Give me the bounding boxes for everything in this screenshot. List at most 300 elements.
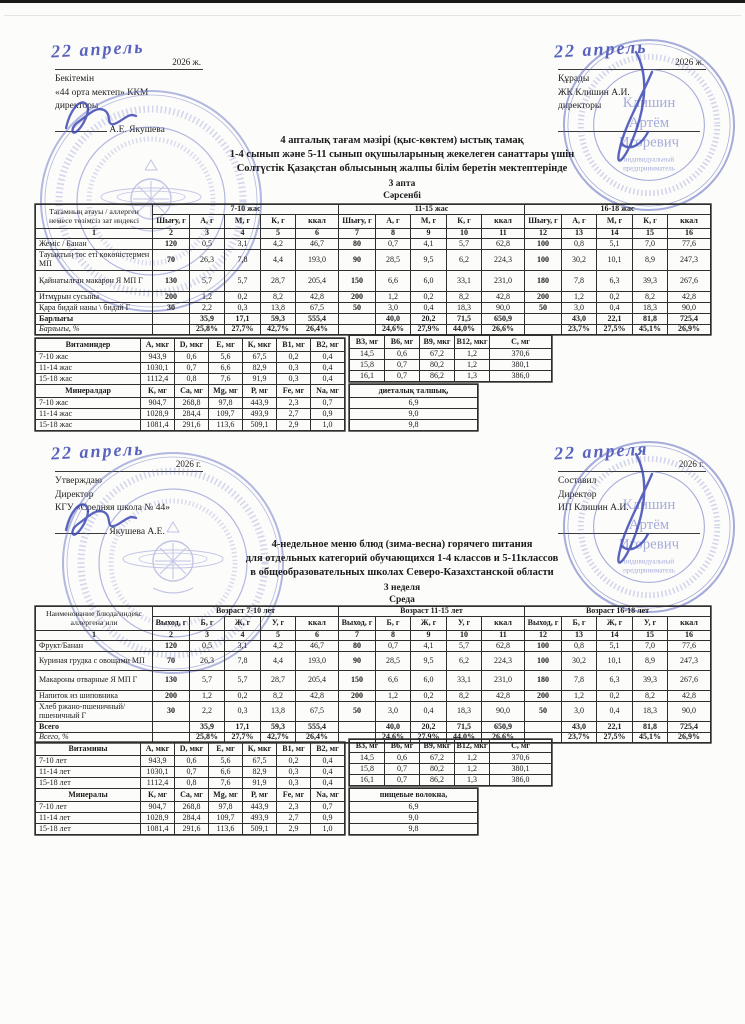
table-cell: Fe, мг xyxy=(277,789,311,802)
table-row xyxy=(36,767,345,778)
table-cell: 0,6 xyxy=(175,352,209,363)
table-cell: 200 xyxy=(525,691,562,702)
table-cell: 10 xyxy=(447,229,482,239)
table-cell: 7-10 лет xyxy=(36,756,141,767)
table-row xyxy=(36,702,711,722)
table-cell: 70 xyxy=(153,250,190,271)
date-line xyxy=(50,438,203,472)
table-cell: 1030,1 xyxy=(141,363,175,374)
organization-line: ИП Клишин А.И. xyxy=(558,503,629,513)
table-cell: 39,3 xyxy=(633,671,668,691)
table-cell: 22,1 xyxy=(597,722,633,733)
table-cell: 555,4 xyxy=(296,314,339,325)
table-cell: 0,4 xyxy=(311,767,345,778)
table-row xyxy=(350,764,552,775)
table-cell: Выход, г xyxy=(153,617,190,631)
table-cell: 7,0 xyxy=(633,641,668,652)
table-cell: 90 xyxy=(339,652,376,671)
table-cell: ккал xyxy=(668,617,711,631)
table-cell: 24,6% xyxy=(376,325,411,335)
table-cell: 11-15 жас xyxy=(339,205,525,215)
table-cell: 26,6% xyxy=(482,325,525,335)
table-cell: Тауықтың төс еті көкөністермен МП xyxy=(36,250,153,271)
table-cell: 27,7% xyxy=(225,733,261,743)
table-cell: Na, мг xyxy=(311,385,345,398)
table-row xyxy=(350,398,478,409)
table-cell: Е, мг xyxy=(209,339,243,352)
stamp-sub-line: индивидуальный xyxy=(623,558,675,566)
table-cell: 2,3 xyxy=(277,398,311,409)
table-cell: 42,8 xyxy=(668,691,711,702)
stamp-sub-line: индивидуальный xyxy=(623,156,675,164)
table-cell: 27,7% xyxy=(225,325,261,335)
table-cell: 39,3 xyxy=(633,271,668,292)
table-cell: 35,9 xyxy=(190,722,225,733)
table-cell: 30 xyxy=(153,702,190,722)
table-cell: 11 xyxy=(482,631,525,641)
table-cell: 4,4 xyxy=(261,250,296,271)
table-cell: 42,7% xyxy=(261,733,296,743)
table-cell: 44,0% xyxy=(447,325,482,335)
table-cell: 267,6 xyxy=(668,671,711,691)
table-cell: 67,5 xyxy=(296,702,339,722)
table-cell: 35,9 xyxy=(190,314,225,325)
table-cell: 50 xyxy=(339,702,376,722)
table-cell: 200 xyxy=(525,292,562,303)
table-cell: Са, мг xyxy=(175,789,209,802)
table-cell: К, мг xyxy=(141,789,175,802)
table-cell: 28,5 xyxy=(376,250,411,271)
role-line: Директор xyxy=(558,489,597,500)
table-row xyxy=(36,802,345,813)
table-cell: 0,5 xyxy=(190,239,225,250)
table-cell: 3,0 xyxy=(376,303,411,314)
table-row xyxy=(350,740,552,753)
table-cell: 10 xyxy=(447,631,482,641)
table-cell: 120 xyxy=(153,239,190,250)
table-cell: 28,7 xyxy=(261,671,296,691)
table-row xyxy=(36,271,711,292)
kk-menu-table xyxy=(35,204,711,335)
table-cell: 28,7 xyxy=(261,271,296,292)
table-cell: 10,1 xyxy=(597,250,633,271)
table-cell: 1,2 xyxy=(190,292,225,303)
table-cell: 0,7 xyxy=(376,239,411,250)
table-cell: 16 xyxy=(668,229,711,239)
table-cell: 13,8 xyxy=(261,702,296,722)
table-cell: 67,2 xyxy=(420,349,455,360)
table-cell: 23,7% xyxy=(562,325,597,335)
table-row xyxy=(350,360,552,371)
table-cell: 67,5 xyxy=(243,756,277,767)
kk-week-label: 3 апта xyxy=(388,179,416,189)
table-cell: 3,0 xyxy=(562,303,597,314)
ru-dietary-fiber-table xyxy=(349,788,478,835)
table-cell: 1 xyxy=(36,229,153,239)
table-cell: 9,0 xyxy=(350,409,478,420)
table-cell: 6,3 xyxy=(597,271,633,292)
table-cell: 6,6 xyxy=(376,671,411,691)
table-cell: 1,2 xyxy=(455,753,490,764)
table-cell: 18,3 xyxy=(633,702,668,722)
table-cell: 2,9 xyxy=(277,824,311,835)
table-cell: 1,2 xyxy=(376,691,411,702)
table-cell: А, г xyxy=(190,215,225,229)
table-cell: 0,4 xyxy=(311,778,345,789)
table-cell xyxy=(339,325,376,335)
table-cell: 5,7 xyxy=(190,671,225,691)
table-row xyxy=(350,789,478,802)
handwritten-date: 22 апрель xyxy=(50,438,145,464)
ru-vitamins-minerals-table xyxy=(35,742,345,835)
table-cell: 59,3 xyxy=(261,314,296,325)
table-cell: 1112,4 xyxy=(141,374,175,385)
table-cell: 650,9 xyxy=(482,722,525,733)
table-cell: 1,3 xyxy=(455,371,490,382)
table-cell: ккал xyxy=(296,617,339,631)
table-cell: 91,9 xyxy=(243,778,277,789)
table-cell: 1,2 xyxy=(562,292,597,303)
date-line xyxy=(50,36,203,70)
table-cell: 380,1 xyxy=(490,764,552,775)
table-cell: 1,2 xyxy=(562,691,597,702)
table-cell: 7-10 жас xyxy=(36,398,141,409)
table-cell: 113,6 xyxy=(209,824,243,835)
table-cell: 1028,9 xyxy=(141,409,175,420)
table-cell: 8,9 xyxy=(633,652,668,671)
table-cell: 5,7 xyxy=(447,641,482,652)
table-cell: В9, мкг xyxy=(420,336,455,349)
table-cell: 120 xyxy=(153,641,190,652)
table-cell: 0,6 xyxy=(175,756,209,767)
table-cell: Na, мг xyxy=(311,789,345,802)
table-cell: 247,3 xyxy=(668,250,711,271)
table-row xyxy=(36,352,345,363)
table-cell: 40,0 xyxy=(376,722,411,733)
table-cell: Mg, мг xyxy=(209,385,243,398)
table-cell: 0,9 xyxy=(311,813,345,824)
table-row xyxy=(350,371,552,382)
table-cell: Қайнатылған макарон Я МП Г xyxy=(36,271,153,292)
table-cell: 15-18 жас xyxy=(36,374,141,385)
table-row xyxy=(36,239,711,250)
signature-line xyxy=(55,522,107,534)
table-cell: 9,0 xyxy=(350,813,478,824)
table-cell: 50 xyxy=(525,702,562,722)
table-cell: Минералдар xyxy=(36,385,141,398)
table-cell: 7,6 xyxy=(209,778,243,789)
table-cell: ккал xyxy=(482,617,525,631)
table-cell: 18,3 xyxy=(447,702,482,722)
table-cell: 15 xyxy=(633,229,668,239)
table-cell: 7,0 xyxy=(633,239,668,250)
table-cell: 0,4 xyxy=(311,374,345,385)
table-cell: 77,6 xyxy=(668,239,711,250)
role-line: Директор xyxy=(55,489,94,500)
table-cell: 11-14 жас xyxy=(36,363,141,374)
table-row xyxy=(350,753,552,764)
table-cell: 0,2 xyxy=(277,756,311,767)
table-cell: 59,3 xyxy=(261,722,296,733)
table-row xyxy=(36,374,345,385)
table-cell: 17,1 xyxy=(225,314,261,325)
table-cell: А, г xyxy=(376,215,411,229)
table-row xyxy=(36,250,711,271)
table-row xyxy=(36,641,711,652)
table-cell: 67,5 xyxy=(296,303,339,314)
table-cell: 725,4 xyxy=(668,314,711,325)
table-cell: 0,3 xyxy=(277,767,311,778)
table-cell: 6,2 xyxy=(447,652,482,671)
table-cell: 9 xyxy=(411,631,447,641)
table-cell: 0,7 xyxy=(385,360,420,371)
table-cell: В2, мг xyxy=(311,339,345,352)
table-cell: 1,2 xyxy=(190,691,225,702)
table-cell: 20,2 xyxy=(411,314,447,325)
table-cell: 5,1 xyxy=(597,239,633,250)
paper-edge-shadow xyxy=(4,15,741,16)
table-cell: 13,8 xyxy=(261,303,296,314)
table-row xyxy=(36,363,345,374)
table-cell: 386,0 xyxy=(490,371,552,382)
table-row xyxy=(36,409,345,420)
table-cell: 113,6 xyxy=(209,420,243,431)
table-cell: 15,8 xyxy=(350,360,385,371)
date-line xyxy=(553,36,706,70)
table-cell: 0,7 xyxy=(175,363,209,374)
table-cell: 370,6 xyxy=(490,753,552,764)
table-cell: 3 xyxy=(190,631,225,641)
handwritten-date: 22 апреля xyxy=(553,438,649,464)
ru-vitamins-extra-table xyxy=(349,739,552,786)
table-cell: 1028,9 xyxy=(141,813,175,824)
table-row xyxy=(36,339,345,352)
table-cell: 82,9 xyxy=(243,767,277,778)
table-row xyxy=(36,652,711,671)
table-cell: 4,2 xyxy=(261,239,296,250)
table-cell: 62,8 xyxy=(482,641,525,652)
table-row xyxy=(36,631,711,641)
table-cell xyxy=(153,722,190,733)
table-cell: 17,1 xyxy=(225,722,261,733)
date-suffix: 2026 ж. xyxy=(675,56,704,67)
table-cell: 6 xyxy=(296,229,339,239)
table-cell: 7 xyxy=(339,631,376,641)
table-cell: 9,5 xyxy=(411,250,447,271)
stamp-name-line: Клишин xyxy=(622,95,676,112)
table-cell: 77,6 xyxy=(668,641,711,652)
title-line: 4 апталық тағам мәзірі (қыс-көктем) ыстық тамақ xyxy=(280,135,524,146)
table-cell: Fe, мг xyxy=(277,385,311,398)
table-cell: М, г xyxy=(597,215,633,229)
table-cell: 200 xyxy=(153,292,190,303)
table-cell: 509,1 xyxy=(243,420,277,431)
table-cell: 71,5 xyxy=(447,722,482,733)
table-cell: 943,9 xyxy=(141,352,175,363)
table-cell: 5,7 xyxy=(447,239,482,250)
table-cell: Ж, г xyxy=(225,617,261,631)
table-cell: У, г xyxy=(261,617,296,631)
table-cell: Витаминдер xyxy=(36,339,141,352)
table-cell: 16 xyxy=(668,631,711,641)
stamp-name-line: Артём xyxy=(628,114,670,131)
table-cell: Макароны отварные Я МП Г xyxy=(36,671,153,691)
table-cell: Возраст 7-10 лет xyxy=(153,607,339,617)
stamp-name-line: Игоревич xyxy=(618,134,680,151)
table-cell: 50 xyxy=(339,303,376,314)
table-cell: 24,6% xyxy=(376,733,411,743)
table-cell: 16,1 xyxy=(350,775,385,786)
table-row xyxy=(36,691,711,702)
table-cell: 4 xyxy=(225,229,261,239)
table-cell: 380,1 xyxy=(490,360,552,371)
stamp-name-line: Артём xyxy=(628,516,670,533)
table-cell: 67,5 xyxy=(243,352,277,363)
table-cell: 2,7 xyxy=(277,409,311,420)
kk-compiler-block xyxy=(553,36,745,136)
stamp-sub-line: предприниматель xyxy=(623,165,675,173)
table-cell: ккал xyxy=(668,215,711,229)
table-cell: 62,8 xyxy=(482,239,525,250)
table-cell: Б, г xyxy=(190,617,225,631)
table-row xyxy=(350,420,478,431)
table-cell xyxy=(153,325,190,335)
table-cell: 18,3 xyxy=(633,303,668,314)
table-cell: 509,1 xyxy=(243,824,277,835)
table-cell: 150 xyxy=(339,271,376,292)
table-cell: 7,8 xyxy=(562,671,597,691)
table-cell: ккал xyxy=(482,215,525,229)
table-cell: 0,8 xyxy=(175,374,209,385)
table-cell: 0,5 xyxy=(190,641,225,652)
ru-document-title xyxy=(57,538,745,580)
table-cell: 268,8 xyxy=(175,398,209,409)
table-cell: 0,2 xyxy=(411,691,447,702)
table-cell: 9,8 xyxy=(350,824,478,835)
table-cell: 81,8 xyxy=(633,314,668,325)
table-cell: 268,8 xyxy=(175,802,209,813)
table-cell: 6,6 xyxy=(209,363,243,374)
table-cell: 82,9 xyxy=(243,363,277,374)
table-cell: 0,4 xyxy=(597,303,633,314)
table-cell: 4 xyxy=(225,631,261,641)
table-row xyxy=(36,607,711,617)
table-row xyxy=(350,349,552,360)
table-cell: У, г xyxy=(633,617,668,631)
table-cell: К, мкг xyxy=(243,743,277,756)
table-cell: 291,6 xyxy=(175,420,209,431)
table-cell: 267,6 xyxy=(668,271,711,292)
table-cell: 67,2 xyxy=(420,753,455,764)
table-cell: 16,1 xyxy=(350,371,385,382)
table-cell: пищевые волокна, xyxy=(350,789,478,802)
title-line: для отдельных категорий обучающихся 1-4 классов и 5-11классов xyxy=(245,553,559,564)
table-cell: Напиток из шиповника xyxy=(36,691,153,702)
table-cell: 8,2 xyxy=(633,292,668,303)
table-cell: 130 xyxy=(153,671,190,691)
table-cell: 0,7 xyxy=(385,775,420,786)
table-cell: 2,2 xyxy=(190,303,225,314)
table-cell: Фрукт/Банан xyxy=(36,641,153,652)
table-cell: 1,0 xyxy=(311,824,345,835)
table-cell: 0,7 xyxy=(385,764,420,775)
table-cell: D, мкг xyxy=(175,339,209,352)
table-cell: 0,4 xyxy=(411,303,447,314)
ru-week-label: 3 неделя xyxy=(383,583,421,593)
table-cell: 370,6 xyxy=(490,349,552,360)
table-cell: 1,2 xyxy=(376,292,411,303)
table-cell: 14,5 xyxy=(350,753,385,764)
table-cell: 10,1 xyxy=(597,652,633,671)
table-cell: 0,8 xyxy=(562,641,597,652)
table-row xyxy=(36,789,345,802)
table-cell: Наименование блюда/индекс аллергена или xyxy=(36,607,153,631)
table-cell: 14,5 xyxy=(350,349,385,360)
table-cell: 0,2 xyxy=(225,292,261,303)
table-cell: 0,2 xyxy=(411,292,447,303)
table-cell: 0,3 xyxy=(225,702,261,722)
table-cell: 42,8 xyxy=(668,292,711,303)
table-row xyxy=(36,398,345,409)
table-cell: 6,9 xyxy=(350,802,478,813)
table-cell: D, мкг xyxy=(175,743,209,756)
table-cell: 109,7 xyxy=(209,813,243,824)
table-cell: 904,7 xyxy=(141,398,175,409)
table-cell: 1,2 xyxy=(455,360,490,371)
table-cell: 90,0 xyxy=(668,702,711,722)
table-cell: 71,5 xyxy=(447,314,482,325)
table-cell: 91,9 xyxy=(243,374,277,385)
table-cell: Mg, мг xyxy=(209,789,243,802)
table-cell: 650,9 xyxy=(482,314,525,325)
table-cell: 284,4 xyxy=(175,409,209,420)
table-cell: 0,7 xyxy=(311,398,345,409)
table-cell: 80,2 xyxy=(420,764,455,775)
table-cell: 725,4 xyxy=(668,722,711,733)
table-row xyxy=(36,303,711,314)
table-cell: 1,0 xyxy=(311,420,345,431)
table-cell xyxy=(339,722,376,733)
table-cell: 2 xyxy=(153,229,190,239)
table-cell: Ж, г xyxy=(411,617,447,631)
table-cell: 80,2 xyxy=(420,360,455,371)
table-cell xyxy=(339,314,376,325)
scanner-edge-line xyxy=(0,0,745,3)
table-cell: 100 xyxy=(525,250,562,271)
table-row xyxy=(36,722,711,733)
table-cell: 0,7 xyxy=(175,767,209,778)
table-cell: 42,8 xyxy=(482,691,525,702)
table-cell: В9, мкг xyxy=(420,740,455,753)
table-cell: ккал xyxy=(296,215,339,229)
table-cell: 200 xyxy=(153,691,190,702)
table-cell: 11-14 лет xyxy=(36,767,141,778)
table-cell: 0,3 xyxy=(277,363,311,374)
table-cell: 130 xyxy=(153,271,190,292)
table-cell: 247,3 xyxy=(668,652,711,671)
table-cell: Шығу, г xyxy=(525,215,562,229)
kk-vitamins-minerals-table xyxy=(35,338,345,431)
table-cell: 90 xyxy=(339,250,376,271)
table-cell: 6,3 xyxy=(597,671,633,691)
table-cell: 7-10 жас xyxy=(153,205,339,215)
role-line: директоры xyxy=(558,101,602,111)
table-cell: 25,8% xyxy=(190,733,225,743)
table-cell: 86,2 xyxy=(420,371,455,382)
table-cell: 12 xyxy=(525,229,562,239)
table-cell: В3, мг xyxy=(350,336,385,349)
table-cell: 200 xyxy=(339,292,376,303)
